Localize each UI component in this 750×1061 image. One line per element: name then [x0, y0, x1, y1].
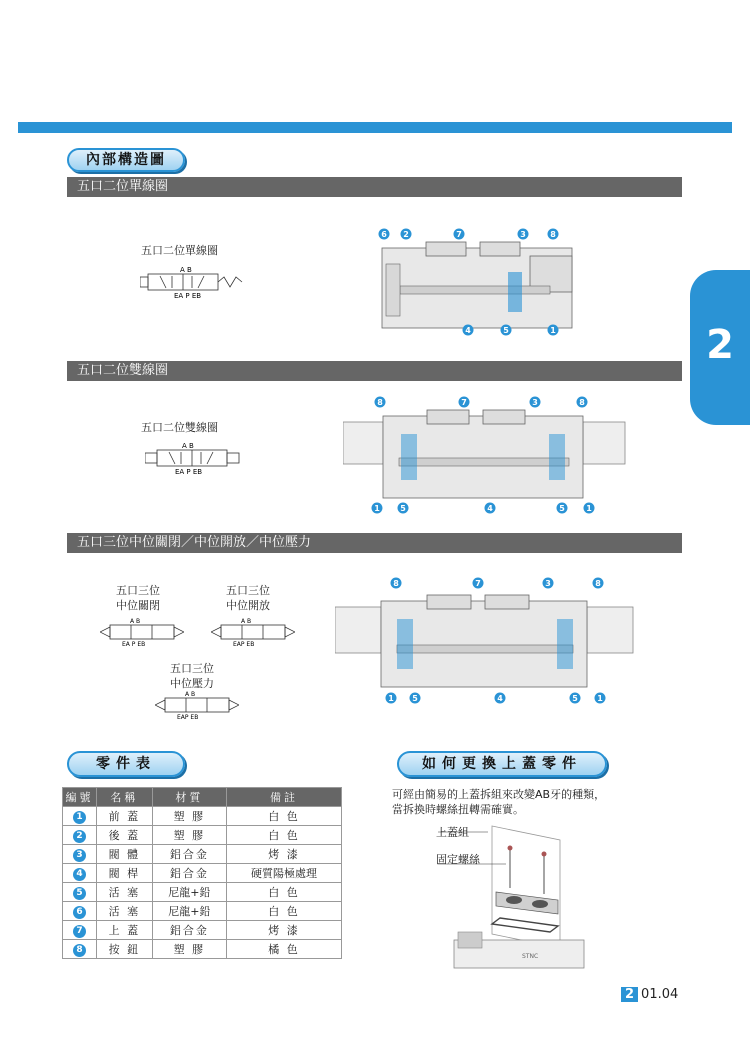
page-number [621, 987, 678, 1002]
part-name: 活 塞 [97, 902, 153, 921]
part-number: 6 [73, 906, 86, 919]
replace-line-2: 當拆換時螺絲扭轉需確實。 [392, 803, 524, 816]
label-fixing-screw: 固定螺絲 [436, 853, 480, 866]
part-material: 尼龍+鉛 [152, 883, 226, 902]
product-logo: STNC [522, 953, 539, 960]
cross-section-three-position [335, 577, 635, 707]
part-number: 5 [73, 887, 86, 900]
callout-5: 5 [559, 504, 565, 513]
callout-2: 2 [403, 230, 409, 239]
part-remark: 橘 色 [226, 940, 341, 959]
table-row [63, 826, 342, 845]
port-ab: A B [180, 266, 192, 274]
part-remark: 烤 漆 [226, 921, 341, 940]
part-remark: 硬質陽極處理 [226, 864, 341, 883]
callout-7: 7 [456, 230, 462, 239]
callout-3: 3 [545, 579, 551, 588]
port-ab: A B [130, 618, 141, 625]
port-ea-p-eb: EA P EB [122, 641, 146, 647]
part-name: 按 鈕 [97, 940, 153, 959]
part-material: 塑 膠 [152, 826, 226, 845]
parts-table-header [63, 788, 342, 807]
page-sub: 01.04 [641, 987, 679, 1002]
part-name: 後 蓋 [97, 826, 153, 845]
callout-1: 1 [374, 504, 380, 513]
part-remark: 白 色 [226, 807, 341, 826]
symbol-closed-center [100, 617, 184, 647]
callout-4: 4 [497, 694, 503, 703]
part-name: 閥 體 [97, 845, 153, 864]
port-ea-p-eb: EA P EB [175, 468, 203, 476]
part-material: 尼龍+鉛 [152, 902, 226, 921]
table-row [63, 864, 342, 883]
callout-8: 8 [550, 230, 556, 239]
section-bar-single-coil: 五口二位單線圈 [67, 177, 682, 197]
callouts-top [379, 229, 559, 240]
symbol-open-center [211, 617, 295, 647]
callout-1: 1 [550, 326, 556, 335]
part-number: 3 [73, 849, 86, 862]
label-cover-assembly: 上蓋組 [436, 826, 469, 839]
port-ab: A B [185, 691, 196, 698]
part-name: 前 蓋 [97, 807, 153, 826]
callout-5: 5 [572, 694, 578, 703]
part-material: 鋁合金 [152, 845, 226, 864]
col-material: 材質 [152, 788, 226, 807]
callout-3: 3 [520, 230, 526, 239]
table-row [63, 940, 342, 959]
part-remark: 烤 漆 [226, 845, 341, 864]
replace-description [392, 787, 605, 817]
port-hole-icon [532, 900, 548, 908]
symbol-single-coil [140, 264, 250, 300]
col-name: 名稱 [97, 788, 153, 807]
callout-8: 8 [393, 579, 399, 588]
callout-5: 5 [503, 326, 509, 335]
col-remark: 備註 [226, 788, 341, 807]
symbol-label-pressure: 五口三位 中位壓力 [170, 662, 214, 690]
callout-4: 4 [487, 504, 493, 513]
table-row [63, 921, 342, 940]
table-row [63, 902, 342, 921]
part-material: 塑 膠 [152, 807, 226, 826]
section-internal-structure: 內部構造圖 [67, 148, 185, 172]
table-row [63, 883, 342, 902]
screw-head-icon [542, 852, 547, 857]
part-material: 塑 膠 [152, 940, 226, 959]
part-number: 2 [73, 830, 86, 843]
port-ea-p-eb: EA P EB [174, 292, 202, 300]
cross-section-single-coil [370, 228, 600, 340]
parts-table [62, 787, 342, 959]
part-material: 鋁合金 [152, 864, 226, 883]
part-name: 閥 桿 [97, 864, 153, 883]
port-ab: A B [241, 618, 252, 625]
part-name: 上 蓋 [97, 921, 153, 940]
table-row [63, 845, 342, 864]
cover-block-icon [496, 892, 558, 914]
callout-8: 8 [377, 398, 383, 407]
chapter-number: 2 [706, 322, 734, 368]
part-remark: 白 色 [226, 826, 341, 845]
callout-8: 8 [595, 579, 601, 588]
callout-7: 7 [475, 579, 481, 588]
part-number: 4 [73, 868, 86, 881]
callout-8: 8 [579, 398, 585, 407]
part-remark: 白 色 [226, 902, 341, 921]
callout-3: 3 [532, 398, 538, 407]
section-bar-double-coil: 五口二位雙線圈 [67, 361, 682, 381]
symbol-label-closed: 五口三位 中位關閉 [116, 584, 160, 612]
part-number: 8 [73, 944, 86, 957]
symbol-pressure-center [155, 690, 239, 720]
section-bar-three-position: 五口三位中位關閉／中位開放／中位壓力 [67, 533, 682, 553]
symbol-label-single: 五口二位單線圈 [141, 244, 218, 257]
callout-4: 4 [465, 326, 471, 335]
replace-line-1: 可經由簡易的上蓋拆組來改變AB牙的種類， [392, 788, 606, 801]
part-number: 1 [73, 811, 86, 824]
callout-1: 1 [586, 504, 592, 513]
replace-cover-title: 如何更換上蓋零件 [397, 751, 607, 777]
callout-1: 1 [597, 694, 603, 703]
port-eap-eb: EAP EB [177, 714, 199, 720]
port-ab: A B [182, 442, 194, 450]
part-number: 7 [73, 925, 86, 938]
symbol-label-double: 五口二位雙線圈 [141, 421, 218, 434]
callout-1: 1 [388, 694, 394, 703]
top-accent-bar [18, 122, 732, 133]
callout-6: 6 [381, 230, 387, 239]
callout-5: 5 [400, 504, 406, 513]
callout-7: 7 [461, 398, 467, 407]
table-row [63, 807, 342, 826]
cover-replacement-illustration [430, 818, 590, 978]
cross-section-double-coil [343, 396, 628, 516]
port-eap-eb: EAP EB [233, 641, 255, 647]
symbol-label-open: 五口三位 中位開放 [226, 584, 270, 612]
part-material: 鋁合金 [152, 921, 226, 940]
callout-5: 5 [412, 694, 418, 703]
col-no: 編號 [63, 788, 97, 807]
part-remark: 白 色 [226, 883, 341, 902]
gasket-icon [492, 918, 558, 932]
page-chapter: 2 [621, 987, 638, 1002]
part-name: 活 塞 [97, 883, 153, 902]
screw-head-icon [508, 846, 513, 851]
chapter-tab [690, 270, 750, 425]
port-hole-icon [506, 896, 522, 904]
solenoid-icon [458, 932, 482, 948]
symbol-double-coil [145, 440, 255, 476]
parts-table-title: 零件表 [67, 751, 185, 777]
